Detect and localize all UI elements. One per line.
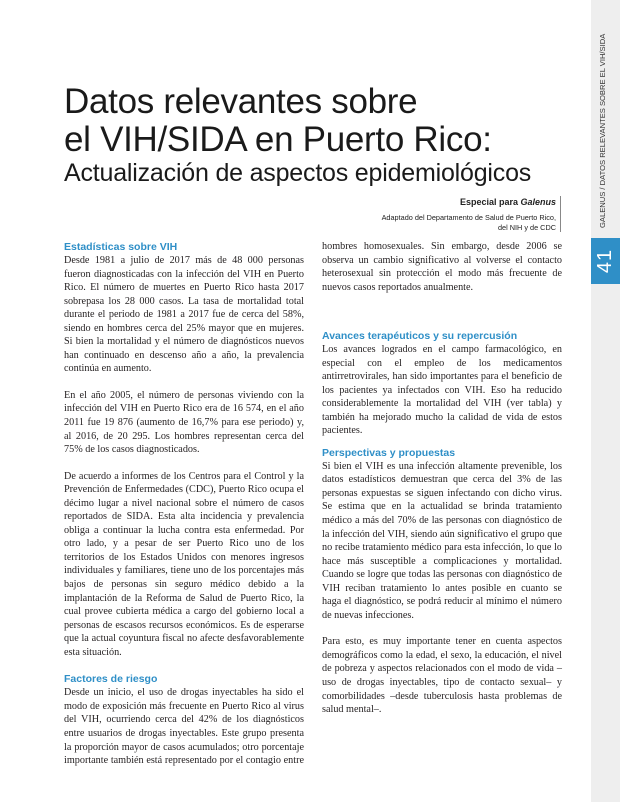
heading-perspectivas: Perspectivas y propuestas	[322, 446, 456, 459]
byline-prefix: Especial para	[459, 197, 521, 207]
heading-avances: Avances terapéuticos y su repercusión	[322, 330, 518, 342]
article-title	[64, 83, 574, 188]
byline-adapted	[382, 213, 556, 233]
paragraph-factores-continued	[322, 240, 562, 321]
paragraph-perspectivas-1: Si bien el VIH es una infección altamente prevenible, los datos estadísticos demuestran que cerca del 3% de las personas expuestas se siguen infectando con dicho virus. Se estima que en la actualidad se brinda tratamiento médico a más del 70% de las personas con diagnóstico de la infección del VIH, siendo aún significativo el grupo que no recibe tratamiento médico para esta infección, lo que lo hace más susceptible a complicaciones y mortalidad. Cuando se logre que todas las personas con diagnóstico de VIH reciban tratamiento lo antes posible en cuanto se haga el diagnóstico, se podrá reducir al mínimo el número de nuevas infecciones.	[322, 460, 562, 621]
paragraph-perspectivas-2: Para esto, es muy importante tener en cuenta aspectos demográficos como la edad, el sexo, la educación, el nivel de pobreza y aspectos relacionados con el modo de vida –uso de drogas inyectables, tipo de contacto sexual– y comorbilidades –desde tuberculosis hasta problemas de salud mental–.	[322, 636, 562, 716]
title-line-1: Datos relevantes sobre	[64, 82, 418, 121]
running-head: GALENUS / DATOS RELEVANTES SOBRE EL VIH/SIDA	[598, 33, 607, 228]
page-number: 41	[594, 248, 616, 274]
title-line-2: el VIH/SIDA en Puerto Rico:	[64, 120, 492, 159]
byline-rule	[560, 196, 561, 232]
left-column	[64, 240, 304, 767]
paragraph-estadisticas-3: De acuerdo a informes de los Centros para el Control y la Prevención de Enfermedades (CDC), Puerto Rico ocupa el décimo lugar a nivel nacional sobre el número de casos reportados de SIDA. Esta alta incidencia y prevalencia obliga a continuar la lucha contra esta enfermedad. Por otro lado, y a pesar de ser Puerto Rico uno de los territorios de los Estados Unidos con menores ingresos individuales y familiares, tiene uno de los porcentajes más bajos de personas sin seguro médico debido a la implantación de la Reforma de Salud de Puerto Rico, la cual provee cubierta médica a cargo del gobierno local a personas de escasos recursos económicos. Es de esperarse que la actual coyuntura fiscal no afecte desfavorablemente esta situación.	[64, 470, 304, 658]
right-column	[322, 240, 562, 717]
paragraph-factores-continued-text: hombres homosexuales. Sin embargo, desde 2006 se observa un cambio significativo al volverse el contacto heterosexual sin protección el modo más frecuente de nuevos casos reportados anualmente.	[322, 240, 562, 293]
byline-adapted-line-1: Adaptado del Departamento de Salud de Puerto Rico,	[381, 213, 556, 222]
byline-source: Galenus	[520, 197, 556, 207]
byline-special	[382, 196, 556, 208]
byline	[382, 196, 556, 233]
paragraph-estadisticas-2: En el año 2005, el número de personas viviendo con la infección del VIH en Puerto Rico era de 16 574, en el año 2011 fue 19 876 (aumento de 16,7% para ese periodo) y, al 2016, de 20 295. Los hombres representan cerca del 75% de los casos diagnosticados.	[64, 389, 304, 456]
title-subtitle: Actualización de aspectos epidemiológicos	[64, 159, 532, 187]
paragraph-estadisticas-1: Desde 1981 a julio de 2017 más de 48 000 personas fueron diagnosticadas con la infección del VIH en Puerto Rico. El número de muertes en Puerto Rico hasta 2017 sobrepasa los 28 000 casos. La tasa de mortalidad total durante el periodo de 1981 a 2017 fue de cerca del 58%, siendo en hombres cerca del 25% mayor que en mujeres. Si bien la mortalidad y el número de diagnósticos nuevos han continuado en descenso año a año, la prevalencia continúa en aumento.	[64, 255, 304, 375]
heading-estadisticas: Estadísticas sobre VIH	[64, 241, 178, 253]
paragraph-factores-1: Desde un inicio, el uso de drogas inyectables ha sido el modo de exposición más frecuente en Puerto Rico al virus del VIH, ocurriendo cerca del 42% de los diagnósticos entre usuarios de drogas inyectables. Este grupo presenta la proporción mayor de casos acumulados; otro porcentaje importante también está representado por el contagio entre	[64, 687, 304, 767]
paragraph-avances-1: Los avances logrados en el campo farmacológico, en especial con el empleo de los medicamentos antirretrovirales, han sido importantes para el beneficio de los pacientes ya infectados con VIH. Eso ha reducido considerablemente la mortalidad del VIH (ver tabla) y también ha mejorado mucho la calidad de vida de estos pacientes.	[322, 344, 562, 437]
byline-adapted-line-2: del NIH y de CDC	[498, 223, 556, 232]
heading-factores: Factores de riesgo	[64, 673, 158, 686]
